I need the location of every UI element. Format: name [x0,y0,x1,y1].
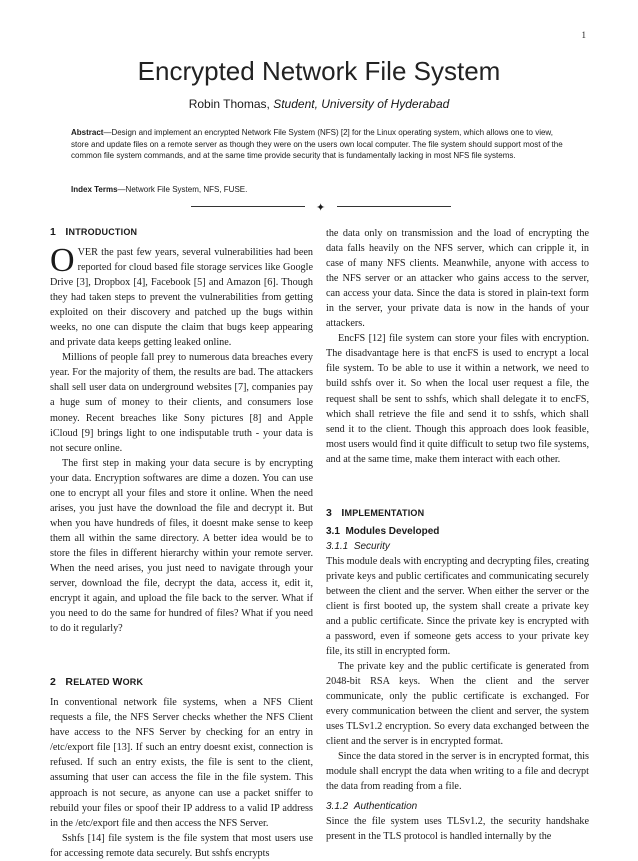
related-paragraph-2: Sshfs [14] file system is the file system that most users use for accessing remote data securely. But sshfs encrypts [50,832,313,859]
index-terms-label: Index Terms [71,185,118,194]
drop-cap: O [50,242,75,279]
paper-title: Encrypted Network File System [137,56,501,86]
author-line [0,97,638,111]
related-paragraph-1: In conventional network file systems, when a NFS Client requests a file, the NFS Server checks whether the NFS Client have access to the NFS Server by checking for an entry in /etc/export file [13]. If such an entry doesnt exist, connection is refused. If such an entry exists, the file is sent to the client, assuming that user can access the file in the file system. This approach is not secure, as anyone can use a packet sniffer to rebuild your files or spoof their IP address to a valid IP address in the /etc/export file and then access the NFS Server. [50,697,313,829]
intro-paragraph-3: The first step in making your data secure is by encrypting your data. Encryption softwares are dime a dozen. You can use one to encrypt all your files and store it online. When the need arises, you just have the download the file and decrypt it. But when you have hundreds of files, it doesnt make sense to keep them all within the same directory. A better idea would be to store the files in different hierarchy within your remote server. When the need arises, you just need to navigate through your server, download the file, decrypt the data, access it, edit it, encrypt it again, and upload the file back to the server. What if you need to do the same for hundred of files? What if you need to do it regularly? [50,457,313,635]
intro-paragraph-2: Millions of people fall prey to numerous data breaches every year. For the majority of them, the results are bad. The attackers shall sell user data on underground websites [7], companies pay a huge sum of money to their clients, and consumers lose money. Recent breaches like Sony pictures [8] and Apple iCloud [9] brings light to one indisputable truth - your data is not secure online. [50,352,313,454]
right-column [326,226,589,844]
author-name: Robin Thomas, [188,97,270,111]
security-paragraph-2: The private key and the public certificate is generated from 2048-bit RSA keys. When the client and the server communicate, only the public certificate is exchanged. For every communication between the client and server, the system uses TLSv1.2 encryption. So every data exchanged between the client and the server is in encrypted format. [326,661,589,748]
divider-line-left [191,206,305,207]
index-terms-text: —Network File System, NFS, FUSE. [117,185,248,194]
left-column [50,226,313,861]
authentication-paragraph-1: Since the file system uses TLSv1.2, the security handshake present in the TLS protocol is handled internally by the [326,815,589,842]
page-number: 1 [581,30,586,40]
subsection-heading-modules: 3.1 Modules Developed [326,525,440,537]
abstract [71,127,569,162]
related-paragraph-4: EncFS [12] file system can store your files with encryption. The disadvantage here is that encFS is used to encrypt a local file system. To be able to use it within a network, we need to build sshfs over it. So when the local user request a file, the request shall be sent to sshfs, which shall delegate it to encFS, which shall retrieve the file and send it to sshfs, which shall send it to the client. Though this approach does look feasible, most users would find it quite difficult to setup two file systems, and at the same time, make them interact with each other. [326,333,589,465]
abstract-text: —Design and implement an encrypted Network File System (NFS) [2] for the Linux operating system, which allows one to view, store and update files on a remote server as though they were on the users own local computer. The file system should support most of the common file system commands, and at the same time provide security that is fundamentally lacking in most NFS file systems. [71,128,563,161]
section-heading-related-work: 2 RELATED WORK [50,676,144,689]
divider-line-right [337,206,451,207]
subsubsection-heading-security: 3.1.1 Security [326,540,390,552]
intro-paragraph-1: OVER the past few years, several vulnerabilities had been reported for cloud based file storage services like Google Drive [3], Dropbox [4], Facebook [5] and Amazon [6]. Though they had taken steps to prevent the vulnerabilities from getting exploited on their discovery and patched up the bugs within weeks, no one can dispute the claim that bugs keep appearing and private data keeps getting leaked online. [50,242,313,349]
subsubsection-heading-authentication: 3.1.2 Authentication [326,800,418,812]
index-terms [71,184,569,195]
author-affiliation: Student, University of Hyderabad [273,97,450,111]
security-paragraph-1: This module deals with encrypting and decrypting files, creating private keys and public certificates and communicating securely between the client and the server. When either the server or the client is first booted up, the system shall create a private key and a public certificate. Since the private key is encrypted with a password, even if someone gets access to your private key file, its still in encrypted form. [326,555,589,658]
section-divider [191,201,451,214]
section-heading-introduction: 1 INTRODUCTION [50,226,138,238]
section-heading-implementation: 3 IMPLEMENTATION [326,506,425,519]
security-paragraph-3: Since the data stored in the server is in encrypted format, this module shall encrypt the data when writing to a file and decrypt the data from reading from a file. [326,751,589,793]
divider-diamond-icon: ✦ [316,201,326,214]
related-paragraph-3: the data only on transmission and the load of encrypting the data falls heavily on the NFS server, which can cripple it, in case of many NFS clients. Meanwhile, anyone with access to the NFS server or an attacker who gains access to the server, can access your data. Since the data is stored in plain-text form in the server, your private data is now in the hands of your attackers. [326,228,589,330]
abstract-label: Abstract [71,128,104,137]
